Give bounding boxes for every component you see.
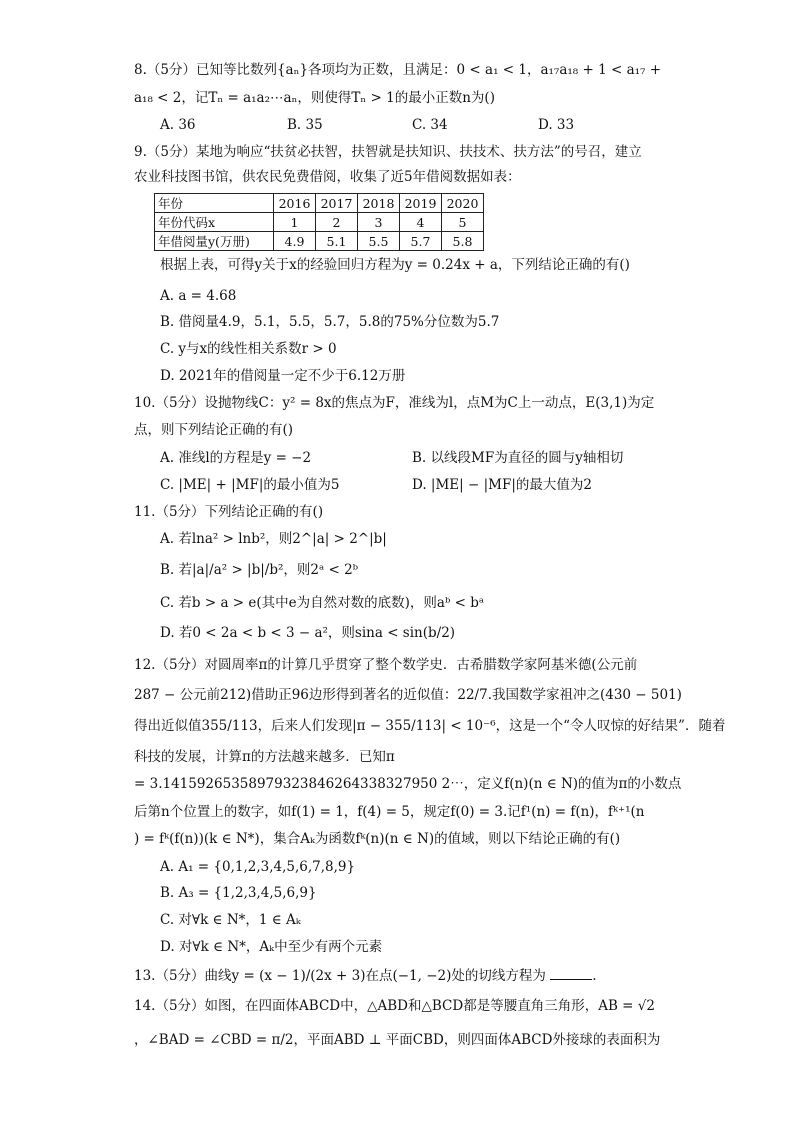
q12-option-a: A. A₁ = {0,1,2,3,4,5,6,7,8,9}: [160, 859, 356, 875]
table-cell: 5.7: [400, 232, 442, 251]
q8-stem-line2: a₁₈ < 2，记Tₙ = a₁a₂⋯aₙ，则使得Tₙ > 1的最小正数n为(): [134, 90, 495, 106]
q12-stem-line4: 科技的发展，计算π的方法越来越多．已知π: [134, 749, 395, 765]
table-cell: 3: [358, 213, 400, 232]
table-row: [155, 232, 484, 251]
table-cell: 1: [274, 213, 316, 232]
table-cell: 2019: [400, 194, 442, 213]
table-row-label: 年借阅量y(万册): [155, 232, 274, 251]
q12-option-d: D. 对∀k ∈ N*，Aₖ中至少有两个元素: [160, 939, 383, 955]
table-row-label: 年份代码x: [155, 213, 274, 232]
q12-option-b: B. A₃ = {1,2,3,4,5,6,9}: [160, 885, 317, 901]
q13-stem: 13.（5分）曲线y = (x − 1)/(2x + 3)在点(−1, −2)处的切线方程为 .: [134, 968, 597, 984]
q14-stem-line2: ，∠BAD = ∠CBD = π/2，平面ABD ⊥ 平面CBD，则四面体ABCD外接球的表面积为: [134, 1032, 661, 1048]
q14-stem-line1: 14.（5分）如图，在四面体ABCD中，△ABD和△BCD都是等腰直角三角形，AB = √2: [134, 998, 655, 1014]
table-cell: 5.8: [442, 232, 484, 251]
q11-option-a: A. 若lna² > lnb²，则2^|a| > 2^|b|: [160, 531, 387, 547]
table-cell: 4.9: [274, 232, 316, 251]
q12-stem-line1: 12.（5分）对圆周率π的计算几乎贯穿了整个数学史．古希腊数学家阿基米德(公元前: [134, 657, 638, 673]
q9-stem-line3: 根据上表，可得y关于x的经验回归方程为y = 0.24x + a，下列结论正确的有(): [160, 257, 630, 273]
table-row: [155, 194, 484, 213]
q11-stem-line1: 11.（5分）下列结论正确的有(): [134, 504, 324, 520]
q10-option-a: A. 准线l的方程是y = −2: [160, 450, 312, 466]
q9-stem-line2: 农业科技图书馆，供农民免费借阅，收集了近5年借阅数据如表：: [134, 169, 521, 185]
table-cell: 5.5: [358, 232, 400, 251]
q9-option-a: A. a = 4.68: [160, 288, 237, 304]
q8-option-a: A. 36: [160, 117, 196, 133]
q9-option-d: D. 2021年的借阅量一定不少于6.12万册: [160, 368, 406, 384]
q10-option-b: B. 以线段MF为直径的圆与y轴相切: [412, 450, 624, 466]
q11-option-c: C. 若b > a > e(其中e为自然对数的底数)，则aᵇ < bᵃ: [160, 595, 485, 611]
table-row-label: 年份: [155, 194, 274, 213]
table-cell: 2016: [274, 194, 316, 213]
table-cell: 5.1: [316, 232, 358, 251]
q8-option-c: C. 34: [412, 117, 448, 133]
q12-stem-line2: 287 − 公元前212)借助正96边形得到著名的近似值：22/7.我国数学家祖冲之(430 − 501): [134, 687, 682, 703]
q11-option-b: B. 若|a|/a² > |b|/b²，则2ᵃ < 2ᵇ: [160, 562, 359, 578]
q13-stem-text: 13.（5分）曲线y = (x − 1)/(2x + 3)在点(−1, −2)处的切线方程为: [134, 968, 546, 984]
q10-option-d: D. |ME| − |MF|的最大值为2: [412, 477, 592, 493]
q9-option-b: B. 借阅量4.9，5.1，5.5，5.7，5.8的75%分位数为5.7: [160, 314, 500, 330]
answer-blank: [550, 967, 592, 980]
q10-stem-line1: 10.（5分）设抛物线C：y² = 8x的焦点为F，准线为l，点M为C上一动点，E(3,1)为定: [134, 395, 655, 411]
table-cell: 2020: [442, 194, 484, 213]
table-cell: 2: [316, 213, 358, 232]
table-cell: 2017: [316, 194, 358, 213]
q10-stem-line2: 点，则下列结论正确的有(): [134, 422, 294, 438]
q9-stem-line1: 9.（5分）某地为响应“扶贫必扶智，扶智就是扶知识、扶技术、扶方法”的号召，建立: [134, 144, 642, 160]
table-cell: 4: [400, 213, 442, 232]
q11-option-d: D. 若0 < 2a < b < 3 − a²，则sina < sin(b/2): [160, 625, 456, 641]
q10-option-c: C. |ME| + |MF|的最小值为5: [160, 477, 340, 493]
q12-stem-line6: 后第n个位置上的数字，如f(1) = 1，f(4) = 5，规定f(0) = 3.记f¹(n) = f(n)，fᵏ⁺¹(n: [134, 804, 645, 820]
table-cell: 2018: [358, 194, 400, 213]
q8-option-b: B. 35: [287, 117, 323, 133]
q12-stem-line3: 得出近似值355/113，后来人们发现|π − 355/113| < 10⁻⁶，这是一个“令人叹惊的好结果”．随着: [134, 718, 726, 734]
table-row: [155, 213, 484, 232]
q12-stem-line7: ) = fᵏ(f(n))(k ∈ N*)，集合Aₖ为函数fᵏ(n)(n ∈ N)的值域，则以下结论正确的有(): [134, 831, 621, 847]
q8-option-d: D. 33: [538, 117, 575, 133]
q12-stem-line5: = 3.14159265358979323846264338327950 2⋯，定义f(n)(n ∈ N)的值为π的小数点: [134, 776, 682, 792]
q12-option-c: C. 对∀k ∈ N*，1 ∈ Aₖ: [160, 912, 301, 928]
q9-option-c: C. y与x的线性相关系数r > 0: [160, 341, 337, 357]
table-cell: 5: [442, 213, 484, 232]
borrowing-data-table: [154, 193, 484, 251]
q8-stem-line1: 8.（5分）已知等比数列{aₙ}各项均为正数，且满足：0 < a₁ < 1，a₁₇a₁₈ + 1 < a₁₇ +: [134, 62, 662, 78]
